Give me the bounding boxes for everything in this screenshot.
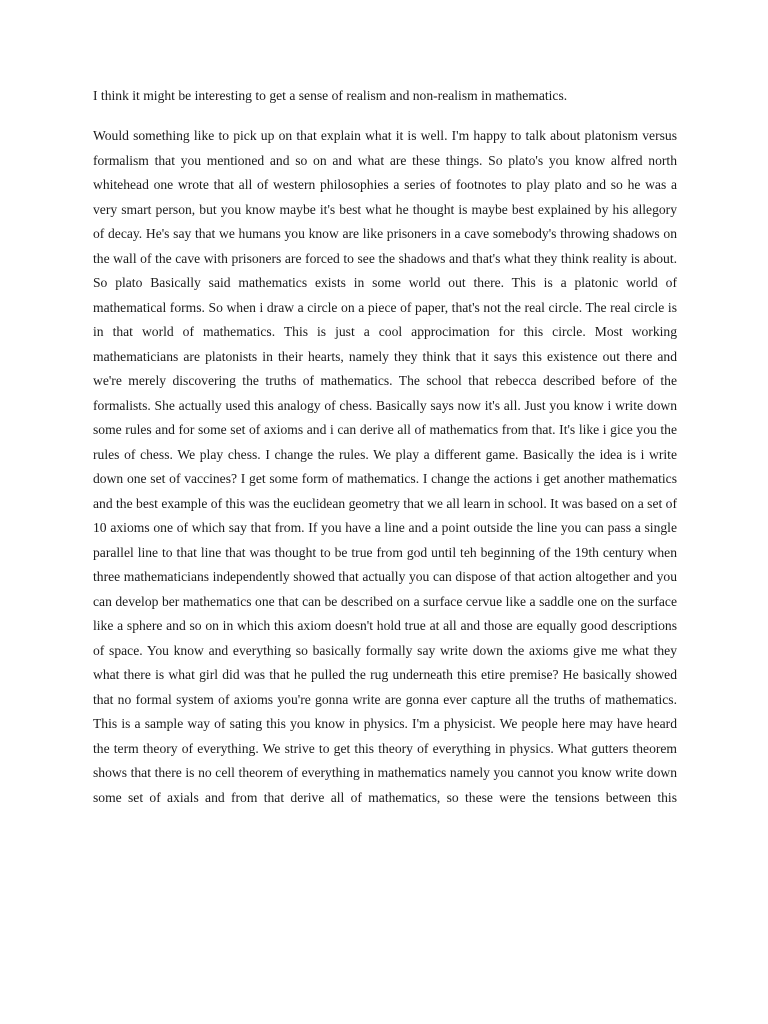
document-page	[93, 86, 677, 810]
intro-paragraph: I think it might be interesting to get a sense of realism and non-realism in mathematics.	[93, 88, 568, 103]
body-paragraph: Would something like to pick up on that explain what it is well. I'm happy to talk about platonism versus formalism that you mentioned and so on and what are these things. So plato's you know alfred north whitehead one wrote that all of western philosophies a series of footnotes to play plato and so he was a very smart person, but you know maybe it's best what he thought is maybe best explained by his allegory of decay. He's say that we humans you know are like prisoners in a cave somebody's throwing shadows on the wall of the cave with prisoners are forced to see the shadows and that's what they think reality is about. So plato Basically said mathematics exists in some world out there. This is a platonic world of mathematical forms. So when i draw a circle on a piece of paper, that's not the real circle. The real circle is in that world of mathematics. This is just a cool approcimation for this circle. Most working mathematicians are platonists in their hearts, namely they think that it says this existence out there and we're merely discovering the truths of mathematics. The school that rebecca described before of the formalists. She actually used this analogy of chess. Basically says now it's all. Just you know i write down some rules and for some set of axioms and i can derive all of mathematics from that. It's like i gice you the rules of chess. We play chess. I change the rules. We play a different game. Basically the idea is i write down one set of vaccines? I get some form of mathematics. I change the actions i get another mathematics and the best example of this was the euclidean geometry that we all learn in school. It was based on a set of 10 axioms one of which say that from. If you have a line and a point outside the line you can pass a single parallel line to that line that was thought to be true from god until teh beginning of the 19th century when three mathematicians independently showed that actually you can dispose of that action altogether and you can develop ber mathematics one that can be described on a surface cervue like a saddle one on the surface like a sphere and so on in which this axiom doesn't hold true at all and those are equally good descriptions of space. You know and everything so basically formally say write down the axioms give me what they what there is what girl did was that he pulled the rug underneath this etire premise? He basically showed that no formal system of axioms you're gonna write are gonna ever capture all the truths of mathematics. This is a sample way of sating this you know in physics. I'm a physicist. We people here may have heard the term theory of everything. We strive to get this theory of everything in physics. What gutters theorem shows that there is no cell theorem of everything in mathematics namely you cannot you know write down some set of axials and from that derive all of mathematics, so these were the tensions between this	[93, 128, 677, 805]
